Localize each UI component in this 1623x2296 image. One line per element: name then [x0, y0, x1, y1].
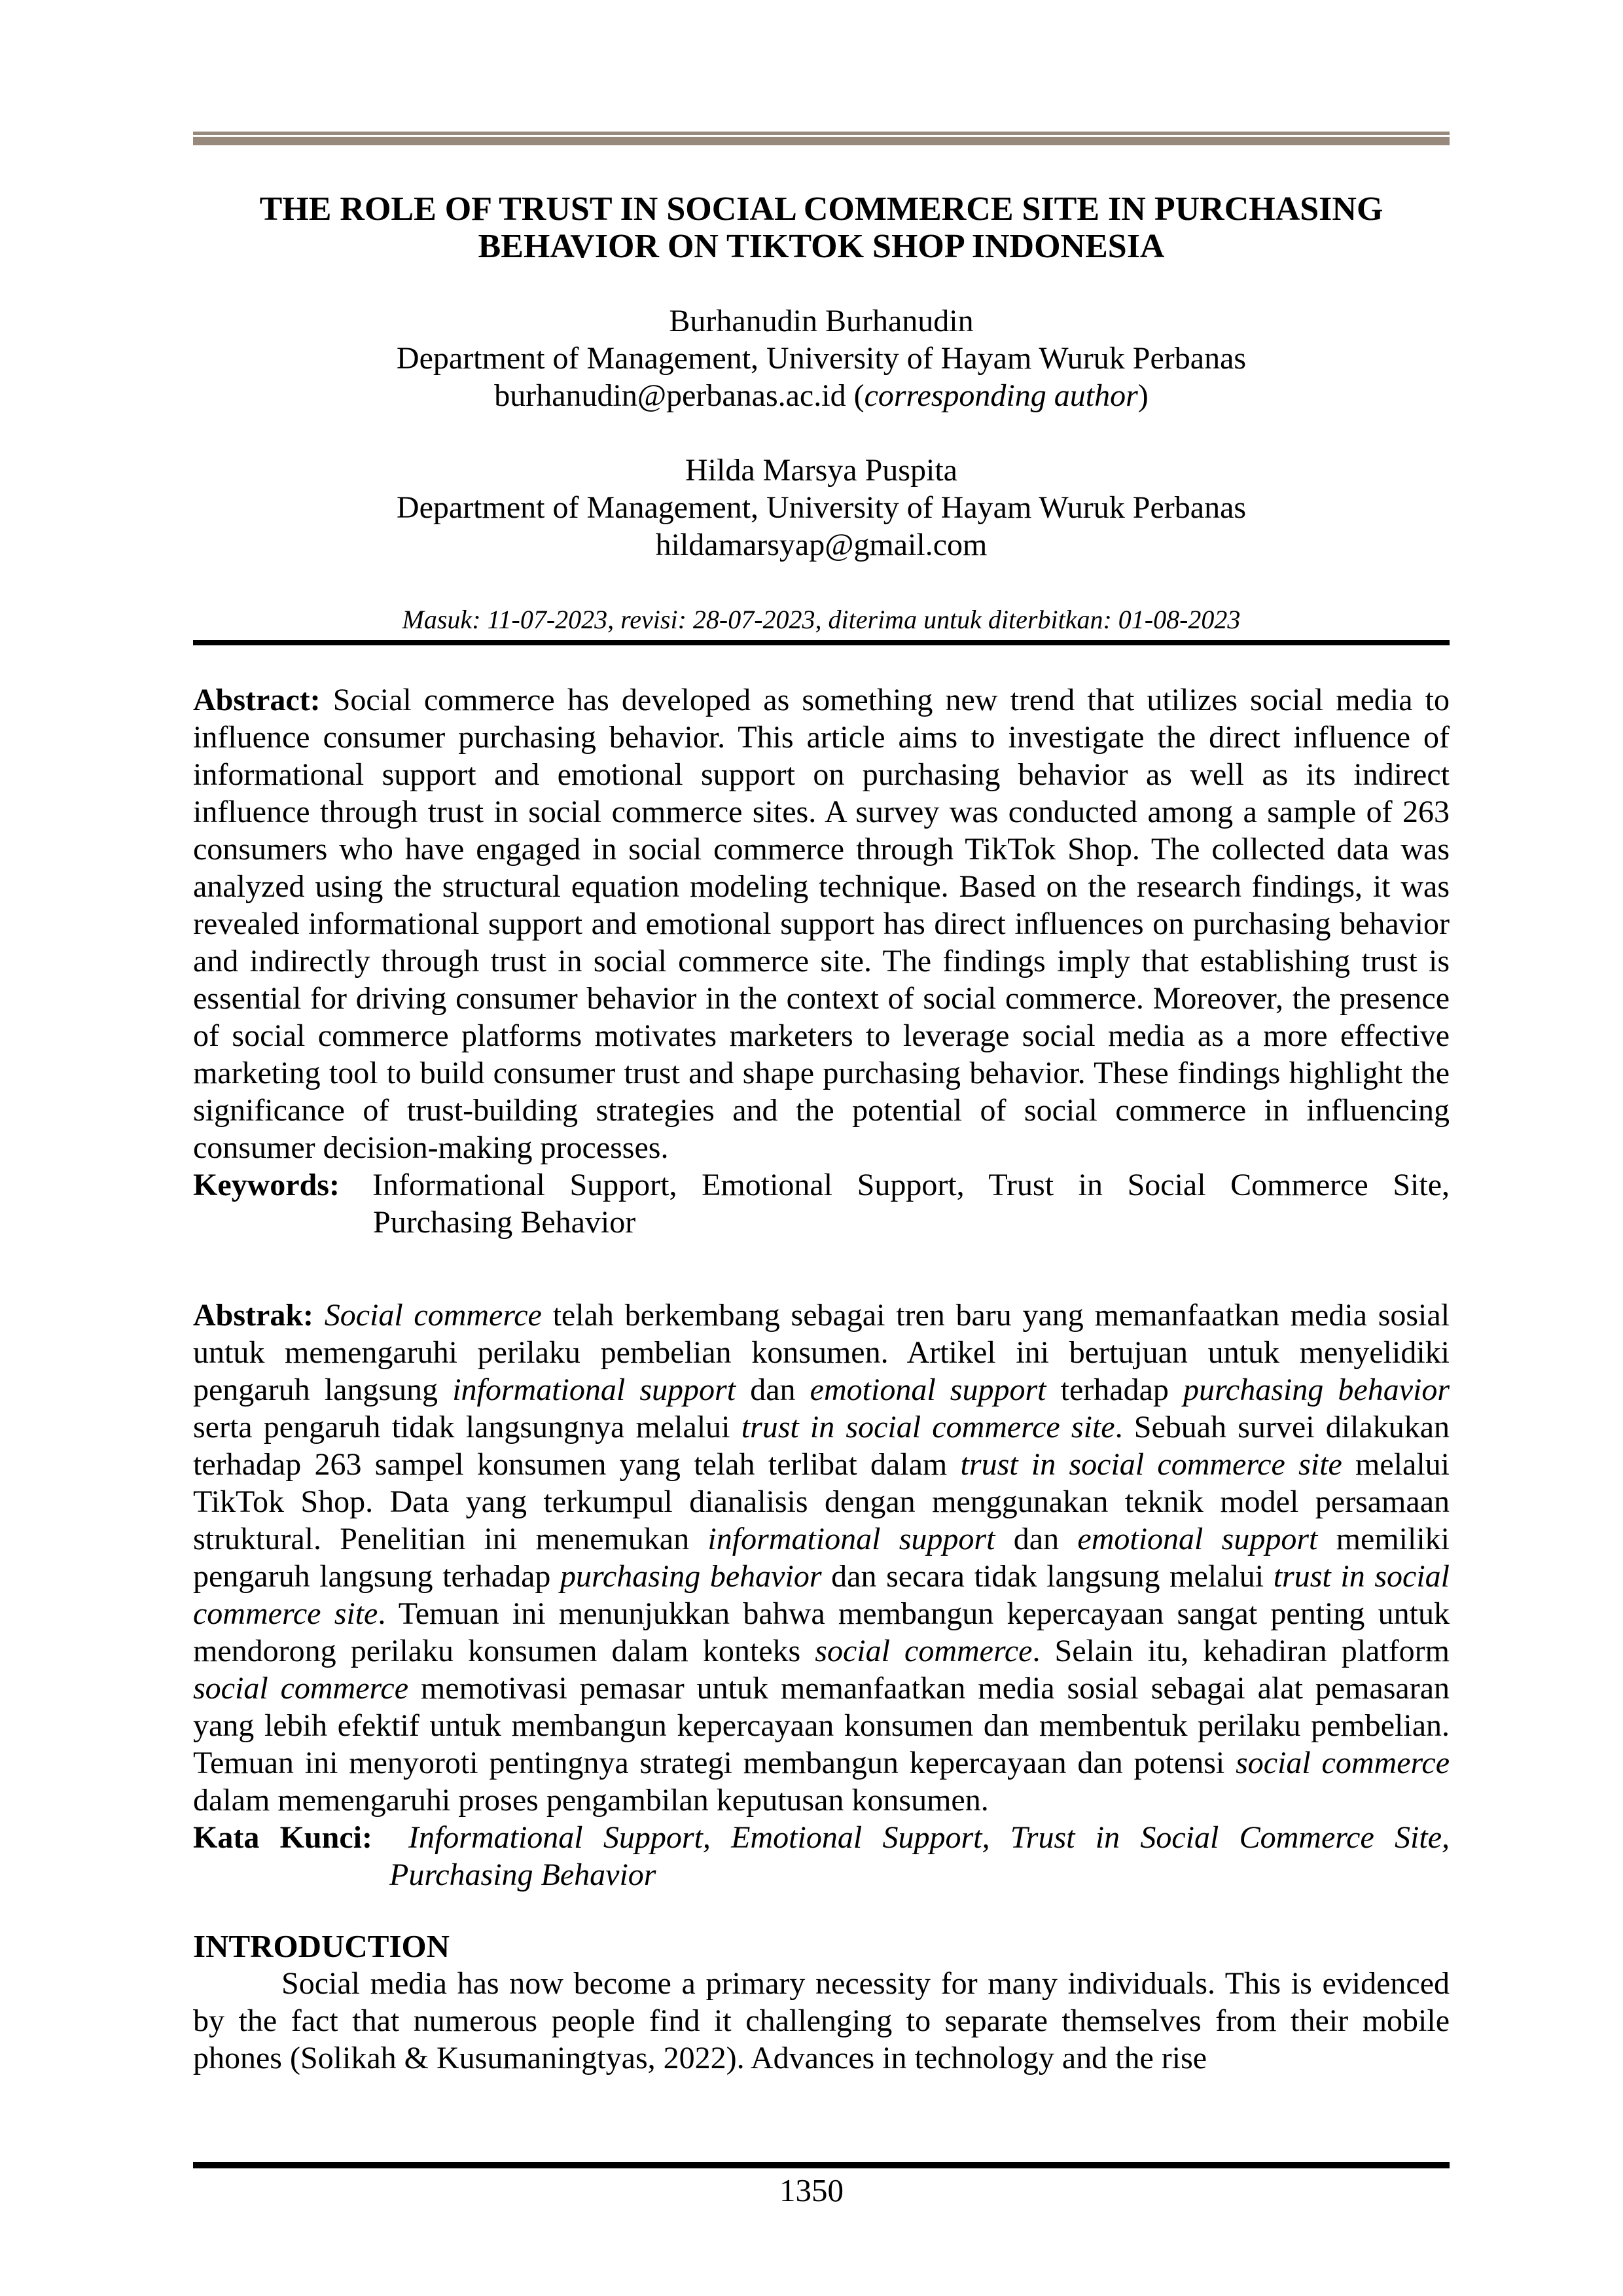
keywords-id-text: Informational Support, Emotional Support, Trust in Social Commerce Site, Purchasing Behavior: [389, 1820, 1450, 1892]
introduction-paragraph: Social media has now become a primary necessity for many individuals. This is evidenced by the fact that numerous people find it challenging to separate themselves from their mobile phones (Solikah & Kusumaningtyas, 2022). Advances in technology and the rise: [193, 1966, 1450, 2075]
footer-rule: [193, 2162, 1450, 2168]
keywords-id: [193, 1819, 1450, 1893]
divider-rule: [193, 640, 1450, 645]
page-number: 1350: [779, 2172, 844, 2208]
content-column: [193, 0, 1450, 2077]
header-rule-thick: [193, 137, 1450, 145]
keywords-id-label: Kata Kunci:: [193, 1820, 372, 1855]
abstract-id: [193, 1297, 1450, 1819]
author-2-email: hildamarsyap@gmail.com: [655, 528, 988, 562]
keywords-en-text: Informational Support, Emotional Support, Trust in Social Commerce Site, Purchasing Behavior: [372, 1168, 1450, 1240]
author-1-email: burhanudin@perbanas.ac.id (corresponding author): [494, 378, 1149, 413]
author-1-name: Burhanudin Burhanudin: [669, 304, 974, 338]
submission-note: Masuk: 11-07-2023, revisi: 28-07-2023, diterima untuk diterbitkan: 01-08-2023: [402, 605, 1241, 634]
keywords-en-label: Keywords:: [193, 1168, 340, 1202]
paper-title: [193, 190, 1450, 265]
abstract-en: [193, 681, 1450, 1166]
author-2-name: Hilda Marsya Puspita: [685, 453, 957, 488]
keywords-en: [193, 1166, 1450, 1241]
paper-title-line1: THE ROLE OF TRUST IN SOCIAL COMMERCE SITE IN PURCHASING: [259, 190, 1383, 228]
abstract-en-label: Abstract:: [193, 683, 321, 717]
abstract-id-label: Abstrak:: [193, 1298, 314, 1333]
author-2-affiliation: Department of Management, University of Hayam Wuruk Perbanas: [396, 490, 1247, 525]
paper-title-line2: BEHAVIOR ON TIKTOK SHOP INDONESIA: [478, 228, 1165, 265]
abstract-id-text: Social commerce telah berkembang sebagai tren baru yang memanfaatkan media sosial untuk memengaruhi perilaku pembelian konsumen. Artikel ini bertujuan untuk menyelidiki pengaruh langsung informational support dan emotional support terhadap purchasing behavior serta pengaruh tidak langsungnya melalui trust in social commerce site. Sebuah survei dilakukan terhadap 263 sampel konsumen yang telah terlibat dalam trust in social commerce site melalui TikTok Shop. Data yang terkumpul dianalisis dengan menggunakan teknik model persamaan struktural. Penelitian ini menemukan informational support dan emotional support memiliki pengaruh langsung terhadap purchasing behavior dan secara tidak langsung melalui trust in social commerce site. Temuan ini menunjukkan bahwa membangun kepercayaan sangat penting untuk mendorong perilaku konsumen dalam konteks social commerce. Selain itu, kehadiran platform social commerce memotivasi pemasar untuk memanfaatkan media sosial sebagai alat pemasaran yang lebih efektif untuk membangun kepercayaan konsumen dan membentuk perilaku pembelian. Temuan ini menyoroti pentingnya strategi membangun kepercayaan dan potensi social commerce dalam memengaruhi proses pengambilan keputusan konsumen.: [193, 1298, 1450, 1818]
author-1-affiliation: Department of Management, University of Hayam Wuruk Perbanas: [396, 341, 1247, 376]
header-rule-thin: [193, 132, 1450, 135]
introduction-heading: INTRODUCTION: [193, 1928, 450, 1964]
author-block-2: [193, 452, 1450, 564]
author-block-1: [193, 302, 1450, 414]
abstract-en-text: Social commerce has developed as something new trend that utilizes social media to influence consumer purchasing behavior. This article aims to investigate the direct influence of informational support and emotional support on purchasing behavior as well as its indirect influence through trust in social commerce sites. A survey was conducted among a sample of 263 consumers who have engaged in social commerce through TikTok Shop. The collected data was analyzed using the structural equation modeling technique. Based on the research findings, it was revealed informational support and emotional support has direct influences on purchasing behavior and indirectly through trust in social commerce site. The findings imply that establishing trust is essential for driving consumer behavior in the context of social commerce. Moreover, the presence of social commerce platforms motivates marketers to leverage social media as a more effective marketing tool to build consumer trust and shape purchasing behavior. These findings highlight the significance of trust-building strategies and the potential of social commerce in influencing consumer decision-making processes.: [193, 683, 1450, 1165]
